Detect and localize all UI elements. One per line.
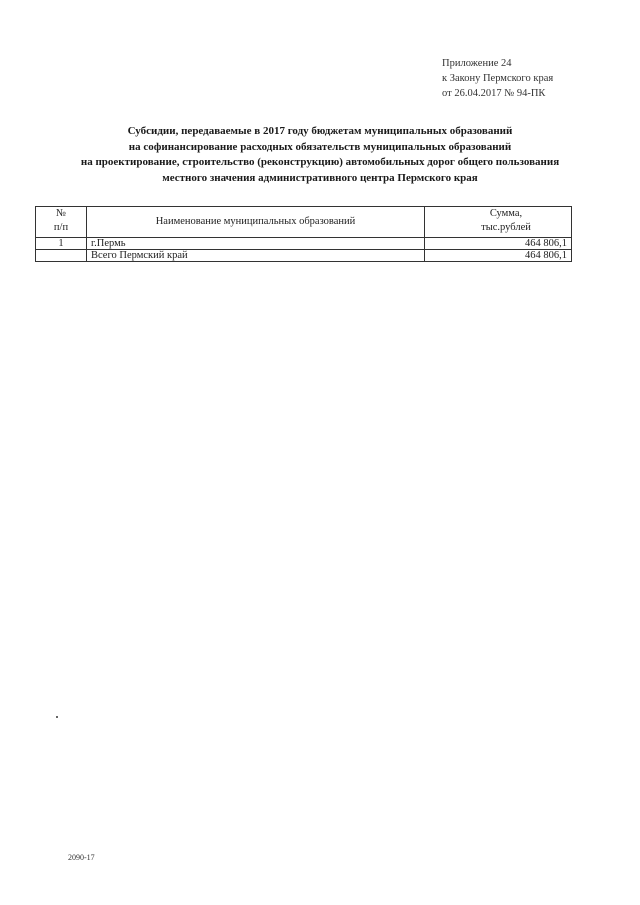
header-sum-unit: тыс.рублей xyxy=(481,222,531,233)
row-number: 1 xyxy=(36,238,87,250)
header-sum-label: Сумма, xyxy=(489,208,523,219)
title-line-3: на проектирование, строительство (реконструкцию) автомобильных дорог общего пользования xyxy=(80,156,560,168)
row-sum: 464 806,1 xyxy=(425,238,572,250)
header-number xyxy=(36,207,87,238)
row-name: г.Пермь xyxy=(87,238,425,250)
document-title xyxy=(40,124,600,186)
table-total-row xyxy=(36,250,572,262)
table-header-row xyxy=(36,207,572,238)
appendix-date: от 26.04.2017 № 94-ПК xyxy=(442,88,546,99)
title-line-2: на софинансирование расходных обязательств муниципальных образований xyxy=(128,140,512,153)
title-line-1: Субсидии, передаваемые в 2017 году бюджетам муниципальных образований xyxy=(127,125,513,137)
total-sum: 464 806,1 xyxy=(425,250,572,262)
header-number-symbol: № xyxy=(55,208,67,219)
header-name: Наименование муниципальных образований xyxy=(87,207,425,238)
appendix-number: Приложение 24 xyxy=(442,58,512,69)
header-sum xyxy=(425,207,572,238)
table-row xyxy=(36,238,572,250)
total-number xyxy=(36,250,87,262)
appendix-law: к Закону Пермского края xyxy=(442,73,554,84)
total-name: Всего Пермский край xyxy=(87,250,425,262)
subsidy-table xyxy=(35,206,572,262)
title-line-4: местного значения административного центра Пермского края xyxy=(162,171,478,184)
document-code: 2090-17 xyxy=(68,853,95,862)
header-number-abbr: п/п xyxy=(53,222,69,233)
appendix-header xyxy=(442,56,553,101)
scan-speck xyxy=(56,716,58,718)
